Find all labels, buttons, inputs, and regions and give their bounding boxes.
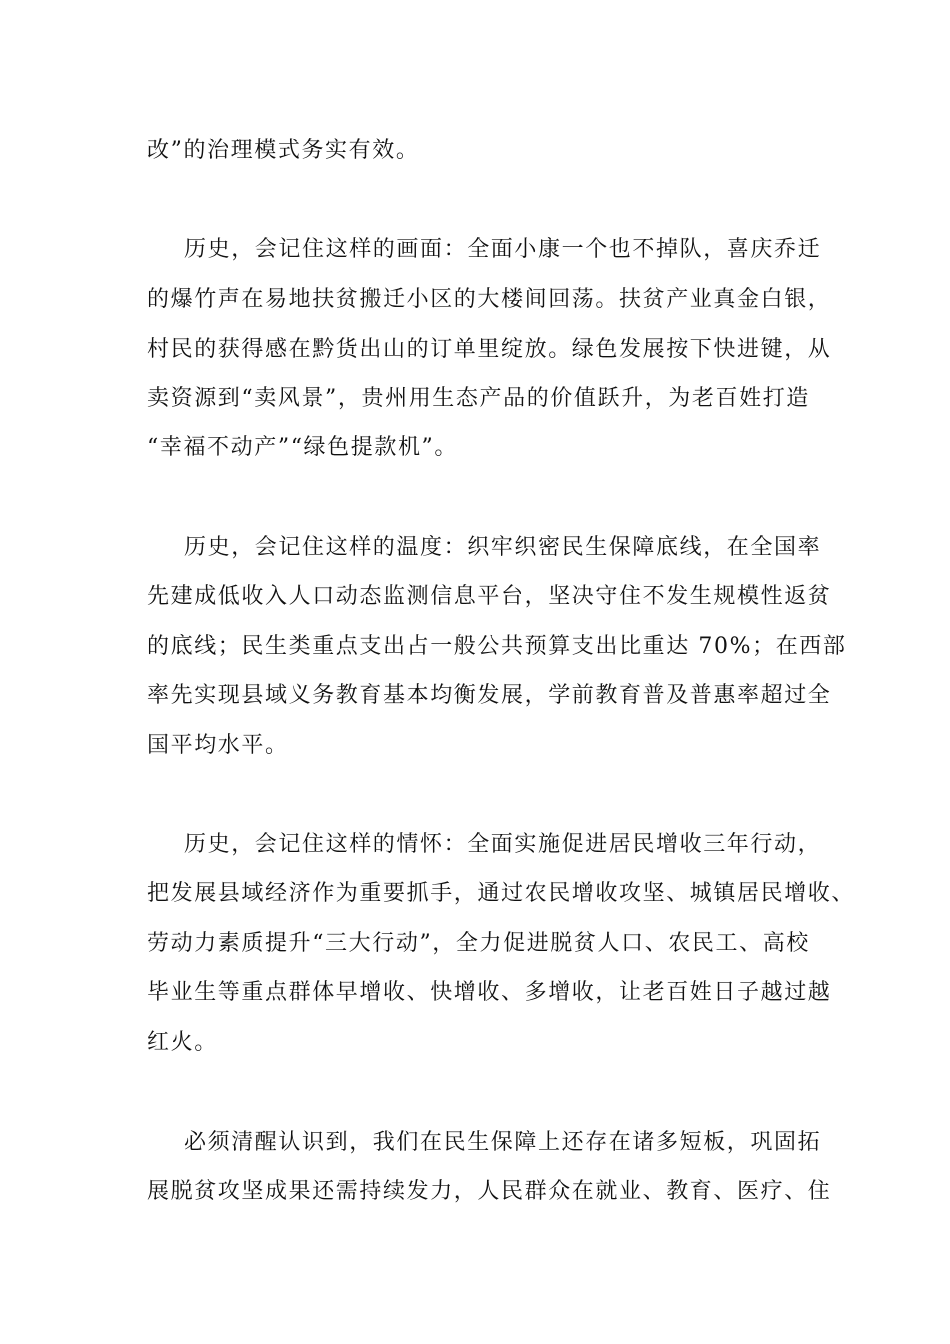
text-line: 村民的获得感在黔货出山的订单里绽放。绿色发展按下快进键，从: [147, 337, 832, 362]
text-line: “幸福不动产”“绿色提款机”。: [147, 435, 458, 460]
paragraph-first-line: 历史，会记住这样的情怀：全面实施促进居民增收三年行动，: [184, 832, 822, 857]
paragraph-first-line: 历史，会记住这样的画面：全面小康一个也不掉队，喜庆乔迁: [184, 237, 822, 262]
text-line: 红火。: [147, 1030, 218, 1055]
text-line: 劳动力素质提升“三大行动”，全力促进脱贫人口、农民工、高校: [147, 931, 810, 956]
text-line: 率先实现县域义务教育基本均衡发展，学前教育普及普惠率超过全: [147, 683, 832, 708]
text-line: 改”的治理模式务实有效。: [147, 138, 420, 163]
text-line: 把发展县域经济作为重要抓手，通过农民增收攻坚、城镇居民增收、: [147, 881, 856, 906]
paragraph-first-line: 必须清醒认识到，我们在民生保障上还存在诸多短板，巩固拓: [184, 1130, 822, 1155]
text-line: 国平均水平。: [147, 733, 289, 758]
text-line: 先建成低收入人口动态监测信息平台，坚决守住不发生规模性返贫: [147, 584, 832, 609]
text-line: 展脱贫攻坚成果还需持续发力，人民群众在就业、教育、医疗、住: [147, 1179, 832, 1204]
text-line: 的爆竹声在易地扶贫搬迁小区的大楼间回荡。扶贫产业真金白银，: [147, 287, 832, 312]
text-line: 的底线；民生类重点支出占一般公共预算支出比重达 70%；在西部: [147, 634, 847, 659]
paragraph-first-line: 历史，会记住这样的温度：织牢织密民生保障底线，在全国率: [184, 535, 822, 560]
text-line: 卖资源到“卖风景”，贵州用生态产品的价值跃升，为老百姓打造: [147, 386, 810, 411]
text-line: 毕业生等重点群体早增收、快增收、多增收，让老百姓日子越过越: [147, 980, 832, 1005]
